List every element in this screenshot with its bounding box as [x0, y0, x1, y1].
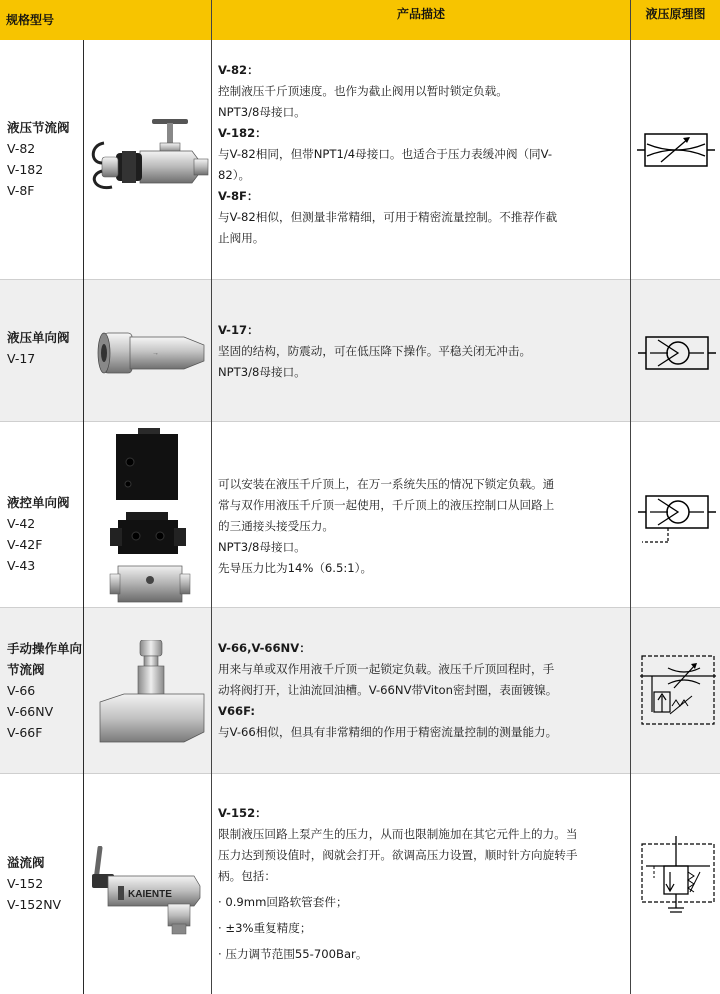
model-code: V-182: [7, 162, 44, 177]
manual-throttle-valve-photo: [96, 640, 208, 744]
one-way-throttle-valve-symbol-icon: [640, 654, 716, 726]
table-header: [0, 0, 720, 40]
model-cell: [7, 852, 61, 915]
desc-line: V-17：: [218, 323, 259, 337]
desc-line: NPT3/8母接口。: [218, 540, 306, 554]
pilot-check-valve-photos: [102, 428, 198, 604]
desc-line: V-152：: [218, 806, 267, 820]
desc-line: · ±3%重复精度；: [218, 921, 312, 935]
desc-line: 动将阀打开，让油流回油槽。V-66NV带Viton密封圈，表面镀镍。: [218, 683, 558, 697]
model-code: V-66F: [7, 725, 43, 740]
desc-line: 止阀用。: [218, 231, 265, 245]
relief-valve-symbol-icon: [640, 836, 716, 918]
column-divider: [630, 0, 631, 994]
desc-line: · 压力调节范围55-700Bar。: [218, 947, 368, 961]
model-cell: [7, 492, 70, 576]
model-name: 溢流阀: [7, 855, 45, 870]
desc-line: 柄。包括：: [218, 869, 276, 883]
table-row: [0, 774, 720, 994]
relief-valve-photo: [88, 846, 208, 936]
desc-line: V-82：: [218, 63, 259, 77]
description-cell: [218, 638, 623, 743]
desc-line: V66F:: [218, 704, 256, 718]
row-divider: [0, 773, 720, 774]
desc-line: 可以安装在液压千斤顶上，在万一系统失压的情况下锁定负载。通: [218, 477, 555, 491]
brand-label: KAIENTE: [128, 889, 172, 900]
model-name: 液控单向阀: [7, 495, 70, 510]
model-cell: [7, 117, 70, 201]
column-divider: [83, 40, 84, 994]
description-cell: [218, 320, 623, 383]
desc-line: 控制液压千斤顶速度。也作为截止阀用以暂时锁定负载。: [218, 84, 508, 98]
model-code: V-82: [7, 141, 36, 156]
column-divider: [211, 0, 212, 994]
desc-line: V-66,V-66NV：: [218, 641, 311, 655]
desc-line: 与V-82相似，但测量非常精细，可用于精密流量控制。不推荐作截: [218, 210, 558, 224]
desc-line: 限制液压回路上泵产生的压力，从而也限制施加在其它元件上的力。当: [218, 827, 578, 841]
check-valve-symbol-icon: [638, 332, 716, 374]
desc-line: V-8F：: [218, 189, 259, 203]
svg-text:→: →: [152, 350, 159, 357]
table-row: [0, 280, 720, 422]
check-valve-photo: [94, 315, 210, 385]
model-code: V-66NV: [7, 704, 54, 719]
model-code: V-8F: [7, 183, 35, 198]
throttle-valve-photo: [88, 115, 210, 195]
model-code: V-42: [7, 516, 36, 531]
desc-line: NPT3/8母接口。: [218, 105, 306, 119]
desc-line: 与V-66相似，但具有非常精细的作用于精密流量控制的测量能力。: [218, 725, 558, 739]
model-code: V-152NV: [7, 897, 62, 912]
model-name: 手动操作单向节流阀: [7, 641, 83, 677]
desc-line: 坚固的结构，防震动，可在低压降下操作。平稳关闭无冲击。: [218, 344, 532, 358]
header-symbol: 液压原理图: [645, 7, 706, 21]
model-name: 液压单向阀: [7, 330, 70, 345]
header-model: 规格型号: [6, 13, 55, 27]
description-cell: [218, 60, 623, 249]
model-code: V-43: [7, 558, 36, 573]
model-name: 液压节流阀: [7, 120, 70, 135]
pilot-check-valve-symbol-icon: [638, 492, 716, 548]
row-divider: [0, 421, 720, 422]
desc-line: 用来与单或双作用液千斤顶一起锁定负载。液压千斤顶回程时，手: [218, 662, 555, 676]
desc-line: 的三通接头接受压力。: [218, 519, 334, 533]
header-description: 产品描述: [396, 7, 445, 21]
desc-line: · 0.9mm回路软管套件；: [218, 895, 348, 909]
desc-line: 先导压力比为14%（6.5:1）。: [218, 561, 373, 575]
row-divider: [0, 607, 720, 608]
throttle-valve-symbol-icon: [637, 128, 715, 172]
desc-line: 与V-82相同，但带NPT1/4母接口。也适合于压力表缓冲阀（同V-: [218, 147, 553, 161]
row-divider: [0, 279, 720, 280]
model-cell: [7, 327, 70, 369]
description-cell: [218, 803, 623, 965]
table-row: [0, 40, 720, 280]
desc-line: NPT3/8母接口。: [218, 365, 306, 379]
model-code: V-66: [7, 683, 36, 698]
desc-line: V-182：: [218, 126, 267, 140]
table-row: [0, 422, 720, 608]
model-cell: [7, 638, 83, 743]
description-cell: [218, 474, 623, 579]
model-code: V-17: [7, 351, 36, 366]
desc-line: 常与双作用液压千斤顶一起使用，千斤顶上的液压控制口从回路上: [218, 498, 555, 512]
desc-line: 82）。: [218, 168, 251, 182]
table-row: [0, 608, 720, 774]
model-code: V-42F: [7, 537, 43, 552]
model-code: V-152: [7, 876, 44, 891]
desc-line: 压力达到预设值时，阀就会打开。欲调高压力设置，顺时针方向旋转手: [218, 848, 578, 862]
